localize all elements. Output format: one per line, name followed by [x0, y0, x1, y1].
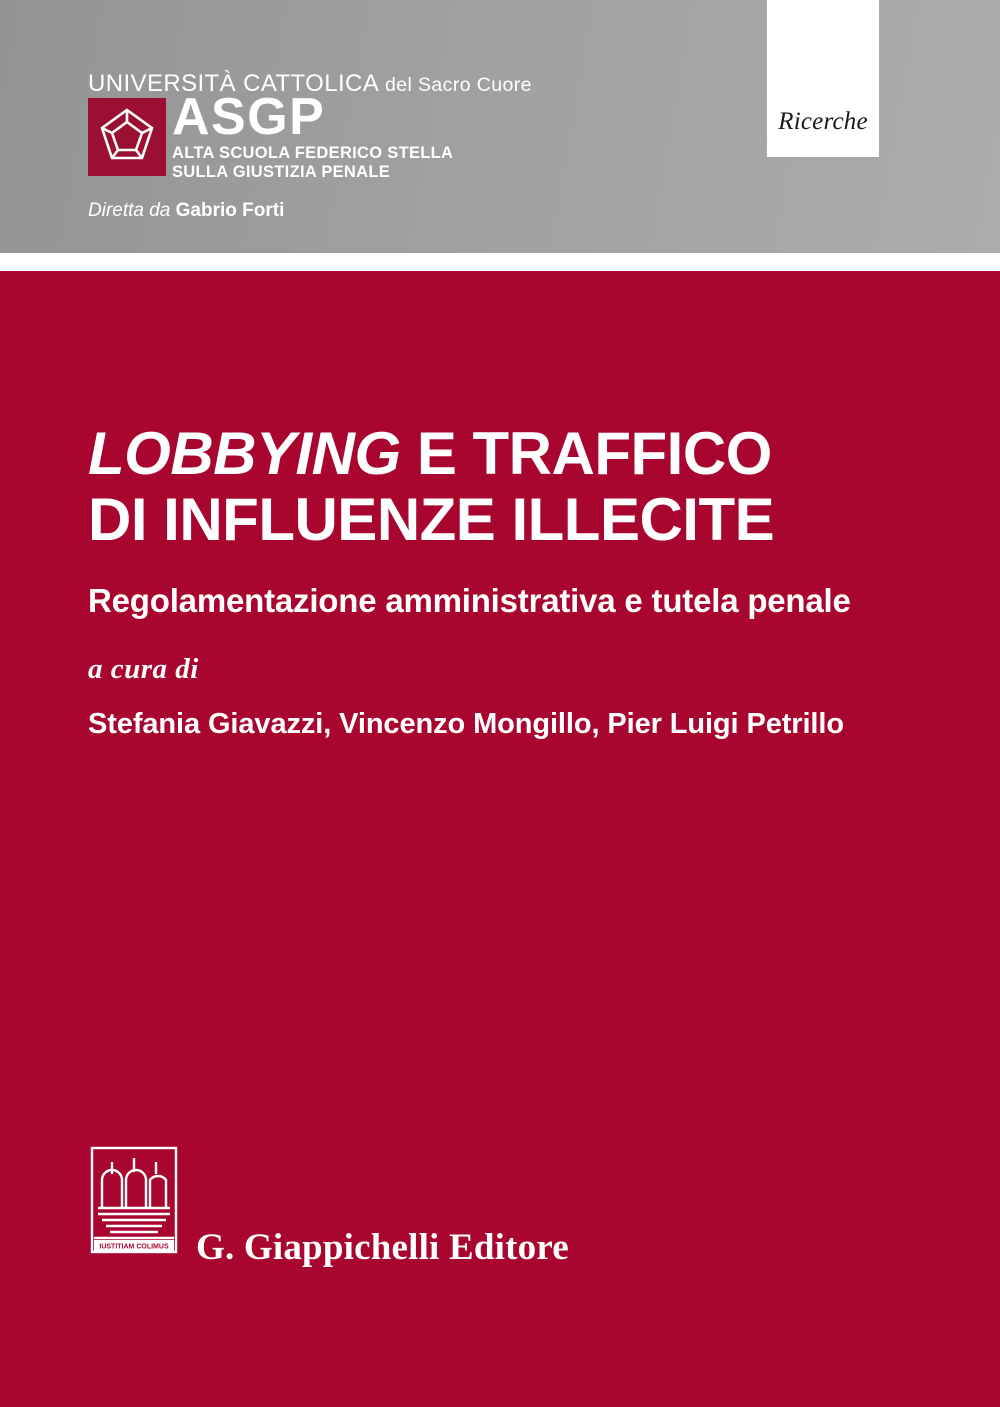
book-subtitle: Regolamentazione amministrativa e tutela penale: [88, 582, 851, 619]
book-title: [88, 421, 908, 621]
series-tab-label: Ricerche: [778, 108, 868, 135]
book-title-keyword: LOBBYING: [88, 420, 401, 487]
book-title-line-1-rest: E TRAFFICO: [400, 420, 772, 487]
book-title-line-1: [88, 421, 908, 487]
series-tab: [767, 0, 879, 157]
series-director-name: Gabrio Forti: [175, 200, 285, 221]
university-name-rest: del Sacro Cuore: [379, 74, 532, 96]
pentagon-knot-icon: [88, 98, 166, 176]
publisher-name: G. Giappichelli Editore: [196, 1227, 569, 1268]
editors-label: a cura di: [88, 653, 199, 685]
asgp-school-line-1: ALTA SCUOLA FEDERICO STELLA: [172, 144, 454, 162]
band-separator: [0, 253, 1000, 271]
university-name-caps: UNIVERSITÀ CATTOLICA: [88, 70, 380, 97]
cover-body: [0, 271, 1000, 1407]
editors: [88, 653, 918, 741]
asgp-logotype: [172, 88, 492, 182]
series-director-label: Diretta da: [88, 200, 171, 221]
series-director: [88, 200, 284, 222]
editors-names: Stefania Giavazzi, Vincenzo Mongillo, Pier Luigi Petrillo: [88, 708, 844, 740]
book-title-line-2: DI INFLUENZE ILLECITE: [88, 486, 775, 553]
giappichelli-arches-icon: [88, 1144, 180, 1256]
svg-text:IUSTITIAM COLIMUS: IUSTITIAM COLIMUS: [99, 1243, 169, 1251]
asgp-acronym: ASGP: [172, 88, 326, 146]
asgp-school-line-2: SULLA GIUSTIZIA PENALE: [172, 163, 391, 181]
